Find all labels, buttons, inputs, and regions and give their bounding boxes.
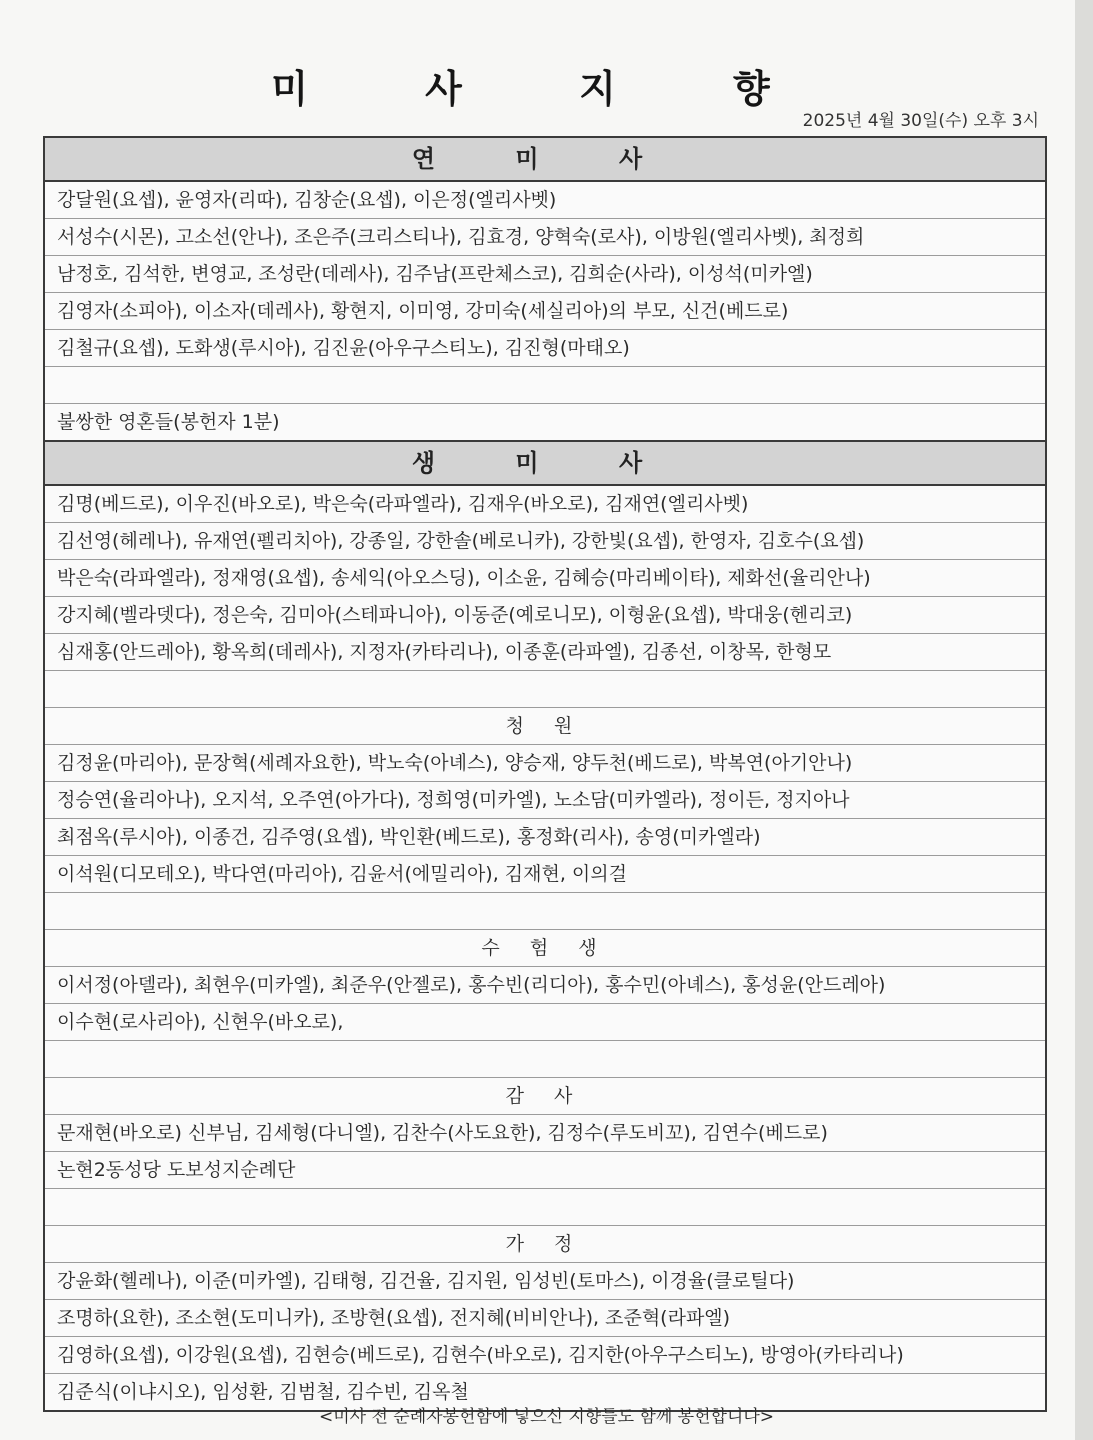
intentions-table <box>43 136 1047 1412</box>
section-header-yeon: 연 미 사 <box>45 138 1045 182</box>
table-row: 김영자(소피아), 이소자(데레사), 황현지, 이미영, 강미숙(세실리아)의 부모, 신건(베드로) <box>45 293 1045 330</box>
table-row <box>45 671 1045 708</box>
table-row: 논현2동성당 도보성지순례단 <box>45 1152 1045 1189</box>
paper-edge <box>1075 0 1093 1440</box>
table-row: 김준식(이냐시오), 임성환, 김범철, 김수빈, 김옥철 <box>57 1381 469 1403</box>
subsection-label-cheongwon: 청 원 <box>45 708 1045 745</box>
subsection-label-gajeong: 가 정 <box>45 1226 1045 1263</box>
table-row: 김정윤(마리아), 문장혁(세례자요한), 박노숙(아녜스), 양승재, 양두천(베드로), 박복연(아기안나) <box>45 745 1045 782</box>
table-row: 문재현(바오로) 신부님, 김세형(다니엘), 김찬수(사도요한), 김정수(루도비꼬), 김연수(베드로) <box>45 1115 1045 1152</box>
table-row: 강달원(요셉), 윤영자(리따), 김창순(요셉), 이은정(엘리사벳) <box>45 182 1045 219</box>
table-row: 조명하(요한), 조소현(도미니카), 조방현(요셉), 전지혜(비비안나), 조준혁(라파엘) <box>45 1300 1045 1337</box>
table-row: 강지혜(벨라뎃다), 정은숙, 김미아(스테파니아), 이동준(예로니모), 이형윤(요셉), 박대웅(헨리코) <box>45 597 1045 634</box>
table-row: 정승연(율리아나), 오지석, 오주연(아가다), 정희영(미카엘), 노소담(미카엘라), 정이든, 정지아나 <box>45 782 1045 819</box>
table-row <box>45 893 1045 930</box>
page-title: 미 사 지 향 <box>271 67 822 111</box>
table-row: 박은숙(라파엘라), 정재영(요셉), 송세익(아오스딩), 이소윤, 김혜승(마리베이타), 제화선(율리안나) <box>45 560 1045 597</box>
table-row: 심재홍(안드레아), 황옥희(데레사), 지정자(카타리나), 이종훈(라파엘), 김종선, 이창목, 한형모 <box>45 634 1045 671</box>
subsection-label-gamsa: 감 사 <box>45 1078 1045 1115</box>
table-row <box>45 1041 1045 1078</box>
table-row: 이서정(아델라), 최현우(미카엘), 최준우(안젤로), 홍수빈(리디아), 홍수민(아녜스), 홍성윤(안드레아) <box>45 967 1045 1004</box>
table-row <box>45 367 1045 404</box>
table-row: 불쌍한 영혼들(봉헌자 1분) <box>57 411 280 433</box>
subsection-label-suheom: 수 험 생 <box>45 930 1045 967</box>
table-row: 김철규(요셉), 도화생(루시아), 김진윤(아우구스티노), 김진형(마태오) <box>45 330 1045 367</box>
table-row: 김명(베드로), 이우진(바오로), 박은숙(라파엘라), 김재우(바오로), 김재연(엘리사벳) <box>45 486 1045 523</box>
table-row: 이석원(디모테오), 박다연(마리아), 김윤서(에밀리아), 김재현, 이의걸 <box>45 856 1045 893</box>
mass-date: 2025년 4월 30일(수) 오후 3시 <box>802 111 1039 131</box>
table-row: 강윤화(헬레나), 이준(미카엘), 김태형, 김건율, 김지원, 임성빈(토마스), 이경율(클로틸다) <box>45 1263 1045 1300</box>
footer-note: <미사 전 순례자봉헌함에 넣으신 지향들도 함께 봉헌합니다> <box>318 1407 775 1427</box>
table-row: 서성수(시몬), 고소선(안나), 조은주(크리스티나), 김효경, 양혁숙(로사), 이방원(엘리사벳), 최정희 <box>45 219 1045 256</box>
section-header-saeng: 생 미 사 <box>45 440 1045 486</box>
table-row: 최점옥(루시아), 이종건, 김주영(요셉), 박인환(베드로), 홍정화(리사), 송영(미카엘라) <box>45 819 1045 856</box>
table-row: 남정호, 김석한, 변영교, 조성란(데레사), 김주남(프란체스코), 김희순(사라), 이성석(미카엘) <box>45 256 1045 293</box>
table-row: 이수현(로사리아), 신현우(바오로), <box>45 1004 1045 1041</box>
table-row: 김선영(헤레나), 유재연(펠리치아), 강종일, 강한솔(베로니카), 강한빛(요셉), 한영자, 김호수(요셉) <box>45 523 1045 560</box>
table-row <box>45 1189 1045 1226</box>
table-row: 김영하(요셉), 이강원(요셉), 김현승(베드로), 김현수(바오로), 김지한(아우구스티노), 방영아(카타리나) <box>45 1337 1045 1374</box>
